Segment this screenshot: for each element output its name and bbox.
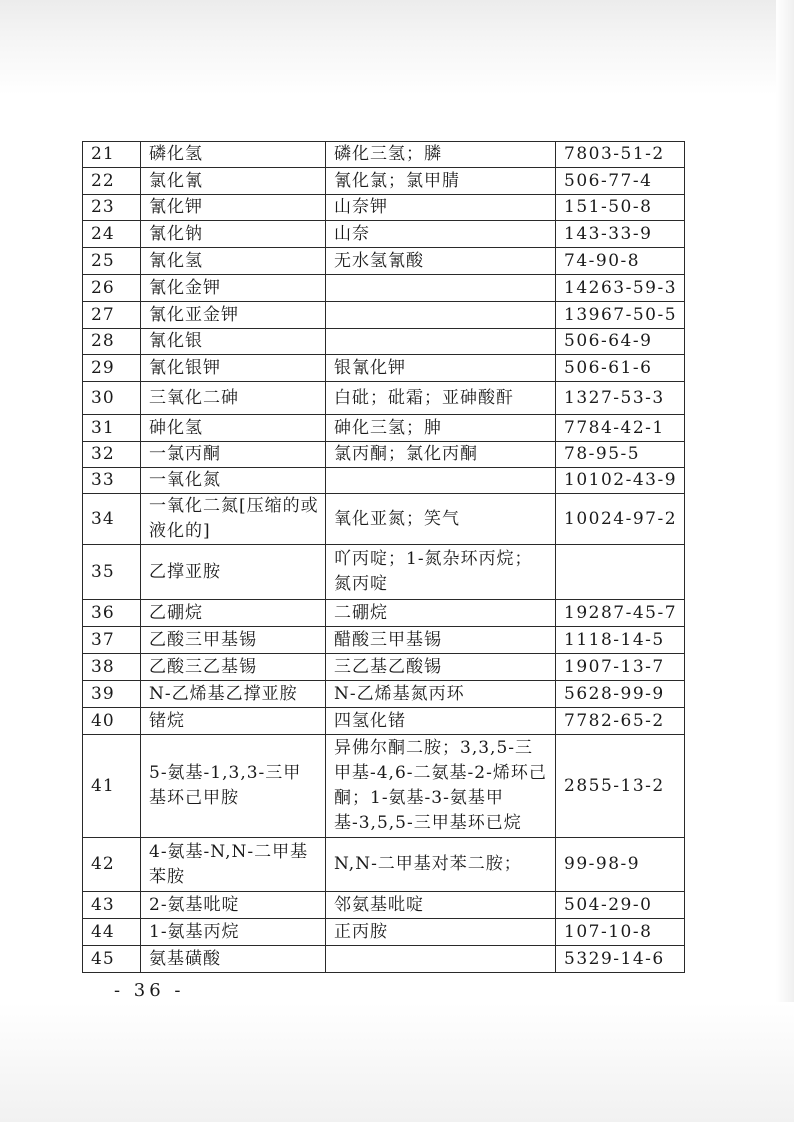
row-number: 44 xyxy=(83,919,141,946)
table-row xyxy=(83,302,685,329)
cas-number: 5329-14-6 xyxy=(556,946,685,973)
table-row xyxy=(83,168,685,195)
chemical-alias xyxy=(326,329,556,355)
cas-number: 13967-50-5 xyxy=(556,302,685,329)
chemical-name: 乙酸三甲基锡 xyxy=(141,627,326,654)
row-number: 31 xyxy=(83,415,141,442)
chemical-name: 三氧化二砷 xyxy=(141,382,326,415)
chemical-alias xyxy=(326,946,556,973)
table-row xyxy=(83,708,685,735)
row-number: 39 xyxy=(83,681,141,708)
chemical-name: 1-氨基丙烷 xyxy=(141,919,326,946)
table-row xyxy=(83,545,685,600)
cas-number: 107-10-8 xyxy=(556,919,685,946)
cas-number: 19287-45-7 xyxy=(556,600,685,627)
table-row xyxy=(83,468,685,494)
chemical-alias: 氧化亚氮；笑气 xyxy=(326,494,556,545)
row-number: 34 xyxy=(83,494,141,545)
chemical-name: 一氯丙酮 xyxy=(141,442,326,468)
table-row xyxy=(83,142,685,168)
chemical-alias: 邻氨基吡啶 xyxy=(326,892,556,919)
chemical-name: 5-氨基-1,3,3-三甲基环己甲胺 xyxy=(141,735,326,838)
cas-number: 10102-43-9 xyxy=(556,468,685,494)
table-row xyxy=(83,735,685,838)
chemical-alias: 氯丙酮；氯化丙酮 xyxy=(326,442,556,468)
table-row xyxy=(83,195,685,221)
hazardous-chemicals-table xyxy=(82,141,685,973)
table-body xyxy=(83,142,685,973)
table-row xyxy=(83,355,685,382)
cas-number: 151-50-8 xyxy=(556,195,685,221)
cas-number: 1907-13-7 xyxy=(556,654,685,681)
scan-shading-right xyxy=(776,0,794,1122)
cas-number: 506-64-9 xyxy=(556,329,685,355)
cas-number: 504-29-0 xyxy=(556,892,685,919)
chemical-name: 一氧化氮 xyxy=(141,468,326,494)
chemical-alias xyxy=(326,302,556,329)
cas-number: 7803-51-2 xyxy=(556,142,685,168)
row-number: 33 xyxy=(83,468,141,494)
cas-number: 143-33-9 xyxy=(556,221,685,248)
chemical-alias: 三乙基乙酸锡 xyxy=(326,654,556,681)
table-row xyxy=(83,946,685,973)
chemical-alias: 磷化三氢；膦 xyxy=(326,142,556,168)
table-row xyxy=(83,275,685,302)
chemical-name: 一氧化二氮[压缩的或液化的] xyxy=(141,494,326,545)
row-number: 35 xyxy=(83,545,141,600)
chemical-name: 磷化氢 xyxy=(141,142,326,168)
cas-number: 99-98-9 xyxy=(556,838,685,892)
row-number: 29 xyxy=(83,355,141,382)
table-row xyxy=(83,600,685,627)
chemical-name: 氰化金钾 xyxy=(141,275,326,302)
cas-number: 7782-65-2 xyxy=(556,708,685,735)
chemical-name: 乙酸三乙基锡 xyxy=(141,654,326,681)
chemical-name: 氰化钾 xyxy=(141,195,326,221)
chemical-alias: 四氢化锗 xyxy=(326,708,556,735)
row-number: 21 xyxy=(83,142,141,168)
chemical-name: 乙硼烷 xyxy=(141,600,326,627)
table-row xyxy=(83,654,685,681)
table-row xyxy=(83,494,685,545)
table-row xyxy=(83,892,685,919)
cas-number: 506-77-4 xyxy=(556,168,685,195)
row-number: 42 xyxy=(83,838,141,892)
chemical-name: 氯化氰 xyxy=(141,168,326,195)
chemical-alias: N-乙烯基氮丙环 xyxy=(326,681,556,708)
chemical-name: 氰化钠 xyxy=(141,221,326,248)
chemical-alias: 吖丙啶；1-氮杂环丙烷；氮丙啶 xyxy=(326,545,556,600)
row-number: 25 xyxy=(83,248,141,275)
cas-number: 1118-14-5 xyxy=(556,627,685,654)
cas-number: 78-95-5 xyxy=(556,442,685,468)
row-number: 45 xyxy=(83,946,141,973)
chemical-name: 乙撑亚胺 xyxy=(141,545,326,600)
row-number: 36 xyxy=(83,600,141,627)
chemical-alias: 氰化氯；氯甲腈 xyxy=(326,168,556,195)
row-number: 23 xyxy=(83,195,141,221)
table-row xyxy=(83,627,685,654)
table-row xyxy=(83,382,685,415)
chemical-alias: 二硼烷 xyxy=(326,600,556,627)
chemical-alias: 砷化三氢；胂 xyxy=(326,415,556,442)
chemical-alias xyxy=(326,275,556,302)
chemical-name: 锗烷 xyxy=(141,708,326,735)
table-row xyxy=(83,442,685,468)
table-row xyxy=(83,248,685,275)
table-row xyxy=(83,329,685,355)
cas-number: 1327-53-3 xyxy=(556,382,685,415)
chemical-name: 2-氨基吡啶 xyxy=(141,892,326,919)
row-number: 38 xyxy=(83,654,141,681)
scan-shading-top xyxy=(0,0,794,95)
chemical-alias xyxy=(326,468,556,494)
chemical-alias: 白砒；砒霜；亚砷酸酐 xyxy=(326,382,556,415)
row-number: 37 xyxy=(83,627,141,654)
chemical-name: 氰化银钾 xyxy=(141,355,326,382)
table-row xyxy=(83,221,685,248)
chemical-name: 氰化氢 xyxy=(141,248,326,275)
table-row xyxy=(83,838,685,892)
cas-number: 7784-42-1 xyxy=(556,415,685,442)
chemical-alias: 异佛尔酮二胺；3,3,5-三甲基-4,6-二氨基-2-烯环己酮；1-氨基-3-氨基甲基-3,5,5-三甲基环已烷 xyxy=(326,735,556,838)
row-number: 32 xyxy=(83,442,141,468)
page-number: - 36 - xyxy=(114,980,185,1001)
cas-number: 506-61-6 xyxy=(556,355,685,382)
row-number: 27 xyxy=(83,302,141,329)
chemical-alias: 无水氢氰酸 xyxy=(326,248,556,275)
cas-number: 5628-99-9 xyxy=(556,681,685,708)
row-number: 28 xyxy=(83,329,141,355)
cas-number: 14263-59-3 xyxy=(556,275,685,302)
chemical-name: 氰化银 xyxy=(141,329,326,355)
row-number: 40 xyxy=(83,708,141,735)
chemical-alias: 醋酸三甲基锡 xyxy=(326,627,556,654)
chemical-name: 氰化亚金钾 xyxy=(141,302,326,329)
cas-number xyxy=(556,545,685,600)
cas-number: 74-90-8 xyxy=(556,248,685,275)
row-number: 41 xyxy=(83,735,141,838)
scan-shading-bottom xyxy=(0,1002,794,1122)
chemical-name: N-乙烯基乙撑亚胺 xyxy=(141,681,326,708)
chemical-name: 砷化氢 xyxy=(141,415,326,442)
row-number: 24 xyxy=(83,221,141,248)
cas-number: 10024-97-2 xyxy=(556,494,685,545)
chemical-alias: 正丙胺 xyxy=(326,919,556,946)
row-number: 30 xyxy=(83,382,141,415)
table-row xyxy=(83,415,685,442)
table-row xyxy=(83,919,685,946)
chemical-alias: 银氰化钾 xyxy=(326,355,556,382)
chemical-name: 氨基磺酸 xyxy=(141,946,326,973)
chemical-name: 4-氨基-N,N-二甲基苯胺 xyxy=(141,838,326,892)
chemical-alias: 山奈 xyxy=(326,221,556,248)
table-row xyxy=(83,681,685,708)
chemical-alias: 山奈钾 xyxy=(326,195,556,221)
row-number: 43 xyxy=(83,892,141,919)
cas-number: 2855-13-2 xyxy=(556,735,685,838)
row-number: 26 xyxy=(83,275,141,302)
row-number: 22 xyxy=(83,168,141,195)
chemical-alias: N,N-二甲基对苯二胺； xyxy=(326,838,556,892)
